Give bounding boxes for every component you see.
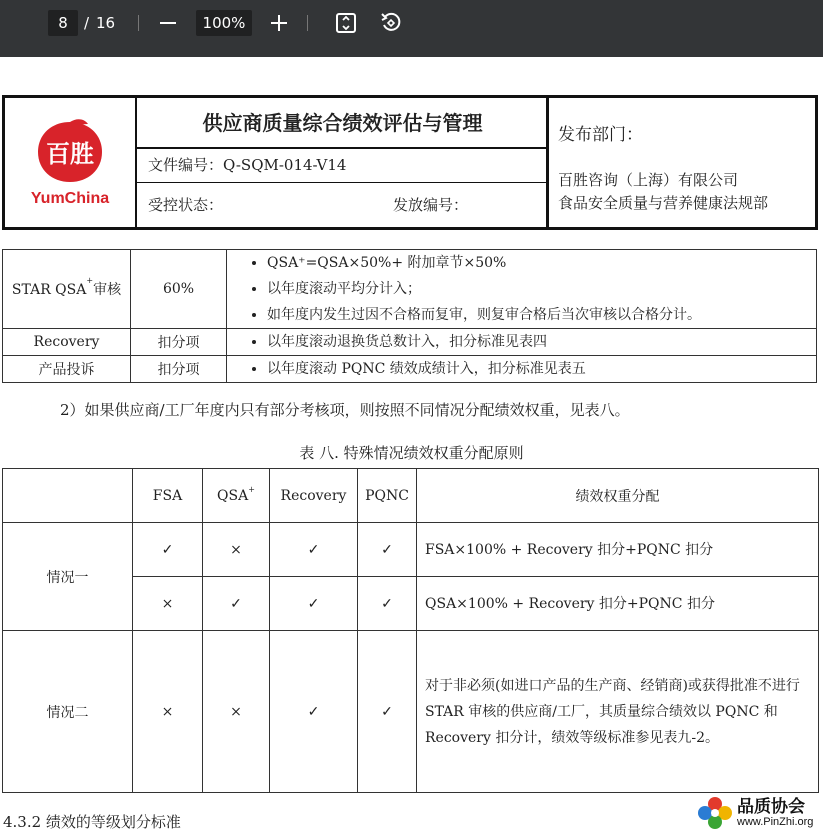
logo-text: YumChina bbox=[30, 189, 110, 207]
row-bullets bbox=[227, 356, 817, 383]
table-header-row bbox=[3, 469, 819, 523]
fit-page-button[interactable] bbox=[331, 8, 361, 38]
table-cell: × bbox=[203, 631, 270, 793]
table-cell: × bbox=[203, 523, 270, 577]
header-cell: 绩效权重分配 bbox=[417, 469, 819, 523]
list-item: • 以年度滚动退换货总数计入，扣分标准见表四 bbox=[267, 329, 816, 355]
table-cell: × bbox=[133, 577, 203, 631]
table-cell: ✓ bbox=[133, 523, 203, 577]
zoom-in-button[interactable] bbox=[264, 8, 294, 38]
zoom-out-button[interactable] bbox=[153, 8, 183, 38]
list-item: • QSA⁺=QSA×50%+ 附加章节×50% bbox=[267, 250, 816, 276]
issue-number: 发放编号： bbox=[393, 196, 469, 214]
watermark-name: 品质协会 bbox=[737, 796, 805, 817]
row-weight: 扣分项 bbox=[131, 329, 227, 356]
total-pages: 16 bbox=[96, 14, 116, 32]
table-cell: ✓ bbox=[270, 523, 358, 577]
case-label: 情况一 bbox=[3, 523, 133, 631]
rotate-icon bbox=[379, 11, 403, 35]
header-cell: Recovery bbox=[270, 469, 358, 523]
department-label: 发布部门： bbox=[558, 125, 643, 145]
row-name: 产品投诉 bbox=[3, 356, 131, 383]
row-bullets bbox=[227, 329, 817, 356]
row-name: STAR QSA+审核 bbox=[3, 250, 131, 329]
header-cell: QSA+ bbox=[203, 469, 270, 523]
table-cell: ✓ bbox=[270, 577, 358, 631]
zoom-level-input[interactable]: 100% bbox=[196, 10, 252, 36]
header-cell bbox=[3, 469, 133, 523]
table-caption: 表 八. 特殊情况绩效权重分配原则 bbox=[299, 444, 524, 462]
document-number: 文件编号：Q-SQM-014-V14 bbox=[148, 156, 347, 174]
row-bullets bbox=[227, 250, 817, 329]
yumchina-logo-mark bbox=[30, 118, 110, 188]
document-header bbox=[2, 95, 818, 230]
table-row bbox=[3, 356, 817, 383]
row-weight: 扣分项 bbox=[131, 356, 227, 383]
fit-page-icon bbox=[335, 12, 357, 34]
table-row bbox=[3, 250, 817, 329]
logo-chars: 百胜 bbox=[46, 139, 94, 168]
list-item: • 以年度滚动平均分计入； bbox=[267, 276, 816, 302]
header-cell: PQNC bbox=[358, 469, 417, 523]
table-cell: ✓ bbox=[270, 631, 358, 793]
table-cell: ✓ bbox=[358, 631, 417, 793]
table-row bbox=[3, 523, 819, 577]
toolbar-divider bbox=[307, 15, 308, 31]
table-cell: × bbox=[133, 631, 203, 793]
star-weight-table bbox=[2, 249, 817, 383]
plus-icon bbox=[270, 14, 288, 32]
header-cell: FSA bbox=[133, 469, 203, 523]
table-cell: ✓ bbox=[358, 523, 417, 577]
body-paragraph: 2）如果供应商/工厂年度内只有部分考核项，则按照不同情况分配绩效权重，见表八。 bbox=[60, 401, 630, 419]
yumchina-logo bbox=[5, 98, 135, 227]
table-cell: QSA×100% + Recovery 扣分+PQNC 扣分 bbox=[417, 577, 819, 631]
list-item: • 如年度内发生过因不合格而复审，则复审合格后当次审核以合格分计。 bbox=[267, 302, 816, 328]
row-name: Recovery bbox=[3, 329, 131, 356]
minus-icon bbox=[159, 14, 177, 32]
watermark bbox=[697, 793, 823, 832]
table-cell: 对于非必须(如进口产品的生产商、经销商)或获得批准不进行 STAR 审核的供应商/工厂，其质量综合绩效以 PQNC 和 Recovery 扣分计，绩效等级标准参见表九-2。 bbox=[417, 631, 819, 793]
table-cell: ✓ bbox=[358, 577, 417, 631]
pdf-toolbar bbox=[0, 0, 823, 57]
department-company: 百胜咨询（上海）有限公司 bbox=[558, 171, 739, 189]
department-unit: 食品安全质量与营养健康法规部 bbox=[558, 194, 769, 212]
list-item: • 以年度滚动 PQNC 绩效成绩计入，扣分标准见表五 bbox=[267, 356, 816, 382]
document-title: 供应商质量综合绩效评估与管理 bbox=[202, 111, 483, 135]
table-cell: FSA×100% + Recovery 扣分+PQNC 扣分 bbox=[417, 523, 819, 577]
special-weight-table bbox=[2, 468, 819, 793]
rotate-button[interactable] bbox=[376, 8, 406, 38]
page-number-input[interactable]: 8 bbox=[48, 10, 78, 36]
watermark-flower-icon bbox=[697, 796, 733, 830]
watermark-url: www.PinZhi.org bbox=[737, 815, 814, 828]
row-weight: 60% bbox=[131, 250, 227, 329]
toolbar-divider bbox=[138, 15, 139, 31]
case-label: 情况二 bbox=[3, 631, 133, 793]
control-status: 受控状态： bbox=[148, 196, 224, 214]
table-cell: ✓ bbox=[203, 577, 270, 631]
table-row bbox=[3, 631, 819, 793]
page-separator: / bbox=[84, 14, 90, 32]
section-heading: 4.3.2 绩效的等级划分标准 bbox=[3, 813, 181, 831]
table-row bbox=[3, 329, 817, 356]
